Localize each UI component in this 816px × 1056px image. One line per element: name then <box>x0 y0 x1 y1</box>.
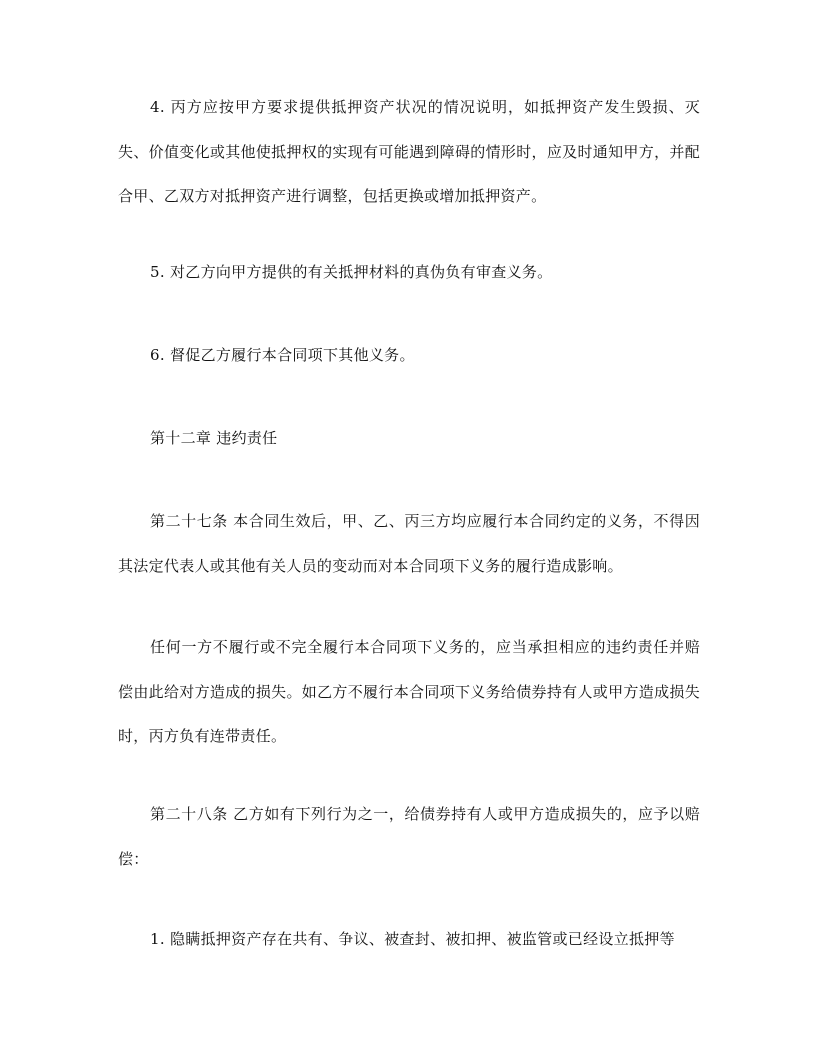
paragraph-article-27: 第二十七条 本合同生效后，甲、乙、丙三方均应履行本合同约定的义务，不得因其法定代表人或其他有关人员的变动而对本合同项下义务的履行造成影响。 <box>118 512 700 575</box>
paragraph-item-1: 1. 隐瞒抵押资产存在共有、争议、被查封、被扣押、被监管或已经设立抵押等 <box>150 930 675 948</box>
paragraph-clause-5: 5. 对乙方向甲方提供的有关抵押材料的真伪负有审查义务。 <box>150 263 553 281</box>
paragraph-article-28: 第二十八条 乙方如有下列行为之一，给债券持有人或甲方造成损失的，应予以赔偿： <box>118 805 700 868</box>
paragraph-clause-4: 4. 丙方应按甲方要求提供抵押资产状况的情况说明，如抵押资产发生毁损、灭失、价值变化或其他使抵押权的实现有可能遇到障碍的情形时，应及时通知甲方，并配合甲、乙双方对抵押资产进行调整，包括更换或增加抵押资产。 <box>118 98 700 205</box>
chapter-heading: 第十二章 违约责任 <box>150 429 278 447</box>
paragraph-liability: 任何一方不履行或不完全履行本合同项下义务的，应当承担相应的违约责任并赔偿由此给对方造成的损失。如乙方不履行本合同项下义务给债券持有人或甲方造成损失时，丙方负有连带责任。 <box>118 638 700 745</box>
paragraph-clause-6: 6. 督促乙方履行本合同项下其他义务。 <box>150 346 415 364</box>
